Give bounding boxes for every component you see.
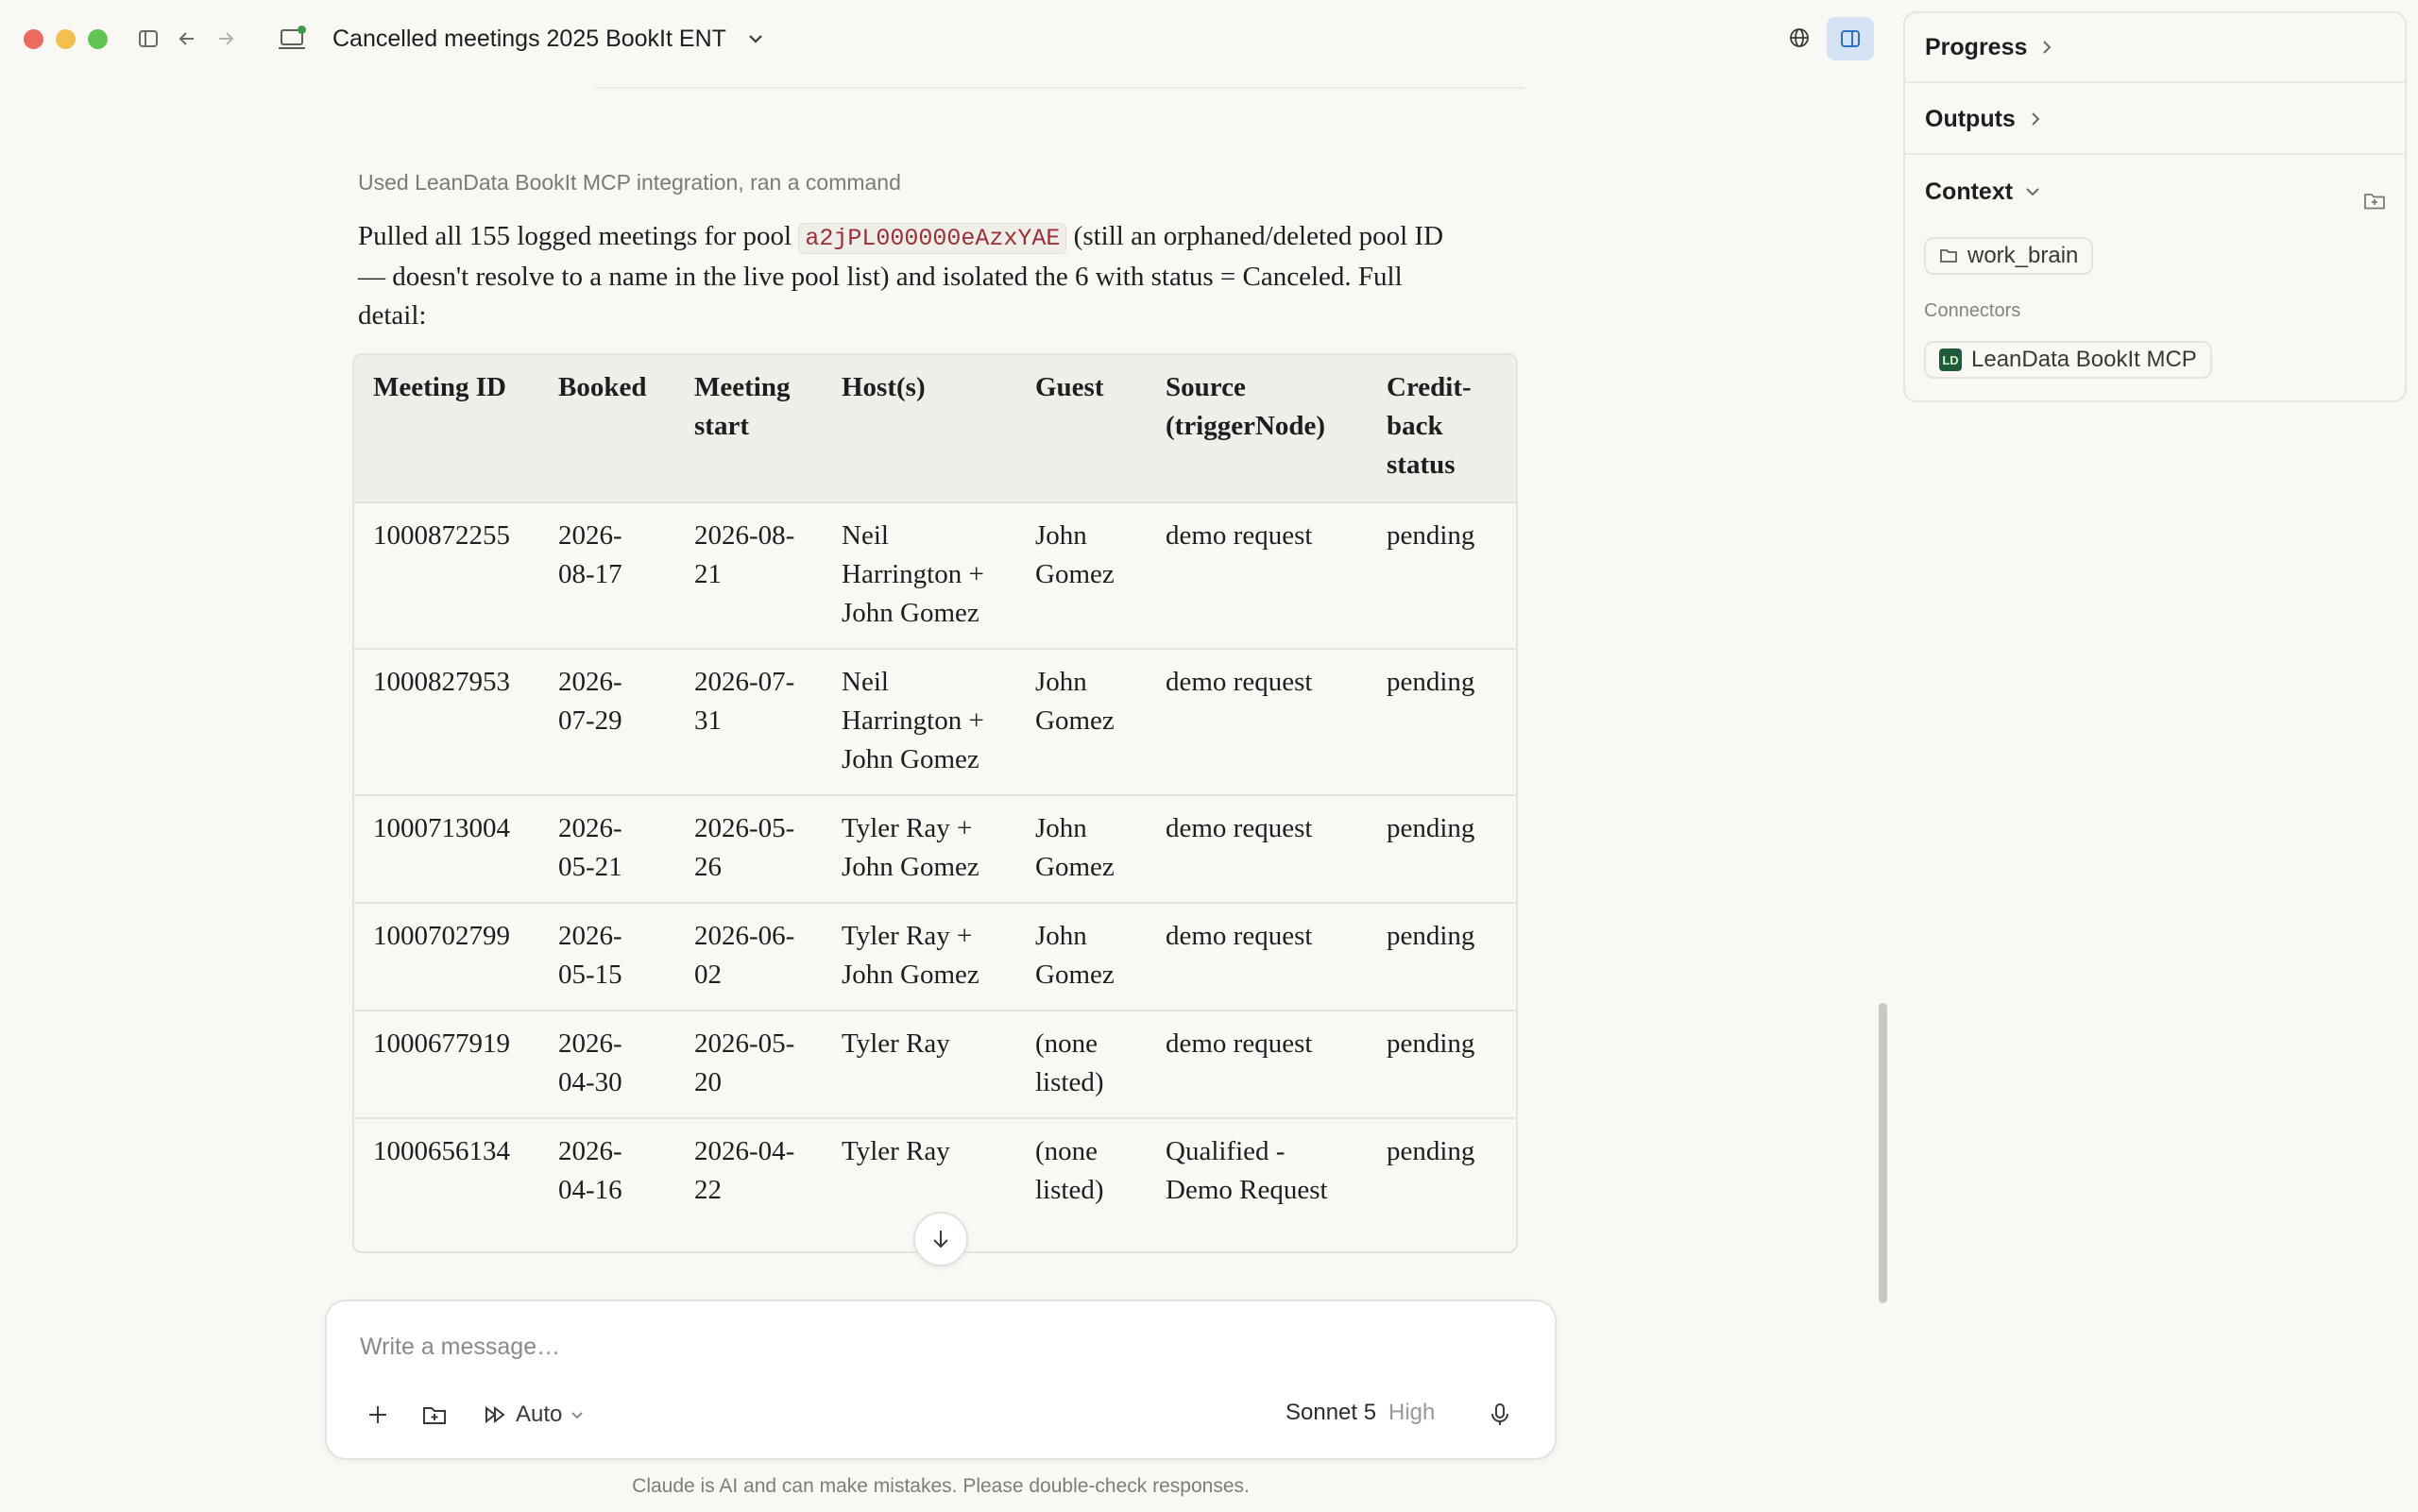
table-cell: 2026-04-16 bbox=[539, 1118, 675, 1225]
add-attachment-button[interactable] bbox=[359, 1396, 397, 1434]
message-input[interactable] bbox=[360, 1334, 1493, 1361]
scrollbar-thumb[interactable] bbox=[1879, 1003, 1887, 1303]
table-cell: Neil Harrington + John Gomez bbox=[823, 649, 1016, 795]
add-context-folder-button[interactable] bbox=[2363, 191, 2386, 216]
table-cell: 1000677919 bbox=[354, 1011, 539, 1118]
message-text: (still an orphaned/deleted pool ID — doesn't resolve to a name in the live pool list) and isolated the 6 with status = Canceled. Full detail: bbox=[358, 221, 1444, 331]
chat-title-area[interactable] bbox=[276, 17, 766, 60]
divider bbox=[595, 87, 1525, 89]
connector-name: LeanData BookIt MCP bbox=[1971, 347, 2197, 372]
chevron-right-icon bbox=[2038, 39, 2055, 56]
table-cell: (none listed) bbox=[1016, 1011, 1147, 1118]
table-cell: 2026-06-02 bbox=[675, 903, 823, 1011]
side-panel-toggle-button[interactable] bbox=[1827, 17, 1874, 60]
table-cell: Neil Harrington + John Gomez bbox=[823, 502, 1016, 649]
pool-id-code: a2jPL000000eAzxYAE bbox=[798, 223, 1066, 254]
mode-selector[interactable] bbox=[484, 1396, 585, 1434]
table-row bbox=[354, 903, 1516, 1011]
table-row bbox=[354, 502, 1516, 649]
table-row bbox=[354, 795, 1516, 903]
table-cell: John Gomez bbox=[1016, 795, 1147, 903]
table-cell: Qualified - Demo Request bbox=[1147, 1118, 1368, 1225]
table-cell: 1000827953 bbox=[354, 649, 539, 795]
table-cell: 2026-05-15 bbox=[539, 903, 675, 1011]
column-header: Meeting start bbox=[694, 372, 791, 441]
table-row bbox=[354, 1011, 1516, 1118]
column-header: Credit-back status bbox=[1387, 372, 1472, 480]
column-header: Booked bbox=[558, 372, 647, 402]
status-dot bbox=[298, 25, 306, 34]
chevron-down-icon bbox=[570, 1407, 585, 1422]
leandata-logo-icon: LD bbox=[1939, 348, 1962, 371]
table-cell: demo request bbox=[1147, 903, 1368, 1011]
table-cell: 1000702799 bbox=[354, 903, 539, 1011]
table-cell: demo request bbox=[1147, 1011, 1368, 1118]
context-section[interactable] bbox=[1905, 157, 2405, 227]
add-folder-button[interactable] bbox=[416, 1396, 453, 1434]
table-cell: pending bbox=[1368, 1011, 1516, 1118]
table-cell: demo request bbox=[1147, 795, 1368, 903]
progress-label: Progress bbox=[1925, 33, 2028, 60]
sidebar-toggle-icon[interactable] bbox=[132, 23, 164, 55]
arrow-down-icon bbox=[928, 1227, 953, 1251]
column-header: Meeting ID bbox=[373, 372, 506, 402]
chat-title[interactable]: Cancelled meetings 2025 BookIt ENT bbox=[332, 25, 726, 52]
context-label: Context bbox=[1925, 178, 2014, 205]
table-cell: John Gomez bbox=[1016, 903, 1147, 1011]
table-cell: 2026-05-21 bbox=[539, 795, 675, 903]
outputs-section[interactable] bbox=[1905, 85, 2405, 155]
table-cell: 2026-04-30 bbox=[539, 1011, 675, 1118]
meetings-table bbox=[352, 353, 1518, 1253]
folder-name: work_brain bbox=[1967, 243, 2079, 268]
table-cell: 2026-07-31 bbox=[675, 649, 823, 795]
message-text: Pulled all 155 logged meetings for pool bbox=[358, 221, 799, 251]
context-folder-chip[interactable] bbox=[1924, 237, 2093, 275]
table-cell: pending bbox=[1368, 649, 1516, 795]
table-cell: 1000656134 bbox=[354, 1118, 539, 1225]
effort-label[interactable]: High bbox=[1388, 1400, 1436, 1425]
column-header: Host(s) bbox=[842, 372, 926, 402]
forward-arrow-icon[interactable] bbox=[210, 23, 242, 55]
panel-icon bbox=[1839, 27, 1862, 50]
table-cell: 2026-07-29 bbox=[539, 649, 675, 795]
microphone-icon bbox=[1489, 1402, 1511, 1428]
table-cell: Tyler Ray + John Gomez bbox=[823, 795, 1016, 903]
chevron-down-icon bbox=[2024, 183, 2041, 200]
table-cell: 1000872255 bbox=[354, 502, 539, 649]
table-cell: demo request bbox=[1147, 649, 1368, 795]
folder-icon bbox=[1939, 247, 1958, 264]
table-cell: 2026-05-26 bbox=[675, 795, 823, 903]
table-cell: John Gomez bbox=[1016, 502, 1147, 649]
fast-forward-icon bbox=[484, 1403, 508, 1426]
table-cell: 1000713004 bbox=[354, 795, 539, 903]
connectors-heading: Connectors bbox=[1924, 300, 2021, 321]
minimize-window-button[interactable] bbox=[56, 29, 76, 49]
chevron-right-icon bbox=[2027, 110, 2044, 127]
table-header-row bbox=[354, 355, 1516, 502]
connector-chip[interactable] bbox=[1924, 341, 2212, 379]
maximize-window-button[interactable] bbox=[88, 29, 108, 49]
table-cell: 2026-08-17 bbox=[539, 502, 675, 649]
back-arrow-icon[interactable] bbox=[171, 23, 203, 55]
table-cell: Tyler Ray bbox=[823, 1011, 1016, 1118]
progress-section[interactable] bbox=[1905, 13, 2405, 83]
table-cell: (none listed) bbox=[1016, 1118, 1147, 1225]
folder-plus-icon bbox=[421, 1402, 448, 1427]
table-cell: Tyler Ray bbox=[823, 1118, 1016, 1225]
table-cell: 2026-05-20 bbox=[675, 1011, 823, 1118]
table-cell: pending bbox=[1368, 795, 1516, 903]
message-composer bbox=[325, 1300, 1557, 1460]
table-cell: pending bbox=[1368, 502, 1516, 649]
table-cell: John Gomez bbox=[1016, 649, 1147, 795]
table-cell: Tyler Ray + John Gomez bbox=[823, 903, 1016, 1011]
globe-icon[interactable] bbox=[1782, 21, 1816, 55]
disclaimer-text: Claude is AI and can make mistakes. Please double-check responses. bbox=[632, 1475, 1250, 1497]
table-cell: 2026-08-21 bbox=[675, 502, 823, 649]
voice-input-button[interactable] bbox=[1481, 1396, 1519, 1434]
table-row bbox=[354, 1118, 1516, 1225]
table-row bbox=[354, 649, 1516, 795]
folder-plus-icon bbox=[2363, 191, 2386, 212]
column-header: Source (triggerNode) bbox=[1166, 372, 1326, 441]
chevron-down-icon[interactable] bbox=[745, 28, 766, 49]
table-cell: pending bbox=[1368, 1118, 1516, 1225]
table-cell: pending bbox=[1368, 903, 1516, 1011]
tool-usage-summary[interactable]: Used LeanData BookIt MCP integration, ran a command bbox=[358, 170, 901, 195]
laptop-icon bbox=[276, 23, 308, 55]
plus-icon bbox=[366, 1402, 390, 1427]
column-header: Guest bbox=[1035, 372, 1104, 402]
scroll-to-bottom-button[interactable] bbox=[913, 1212, 968, 1266]
assistant-message bbox=[358, 217, 1473, 335]
table-cell: 2026-04-22 bbox=[675, 1118, 823, 1225]
close-window-button[interactable] bbox=[24, 29, 43, 49]
model-selector[interactable]: Sonnet 5 bbox=[1286, 1400, 1377, 1425]
outputs-label: Outputs bbox=[1925, 105, 2016, 132]
mode-label: Auto bbox=[516, 1402, 563, 1427]
table-cell: demo request bbox=[1147, 502, 1368, 649]
